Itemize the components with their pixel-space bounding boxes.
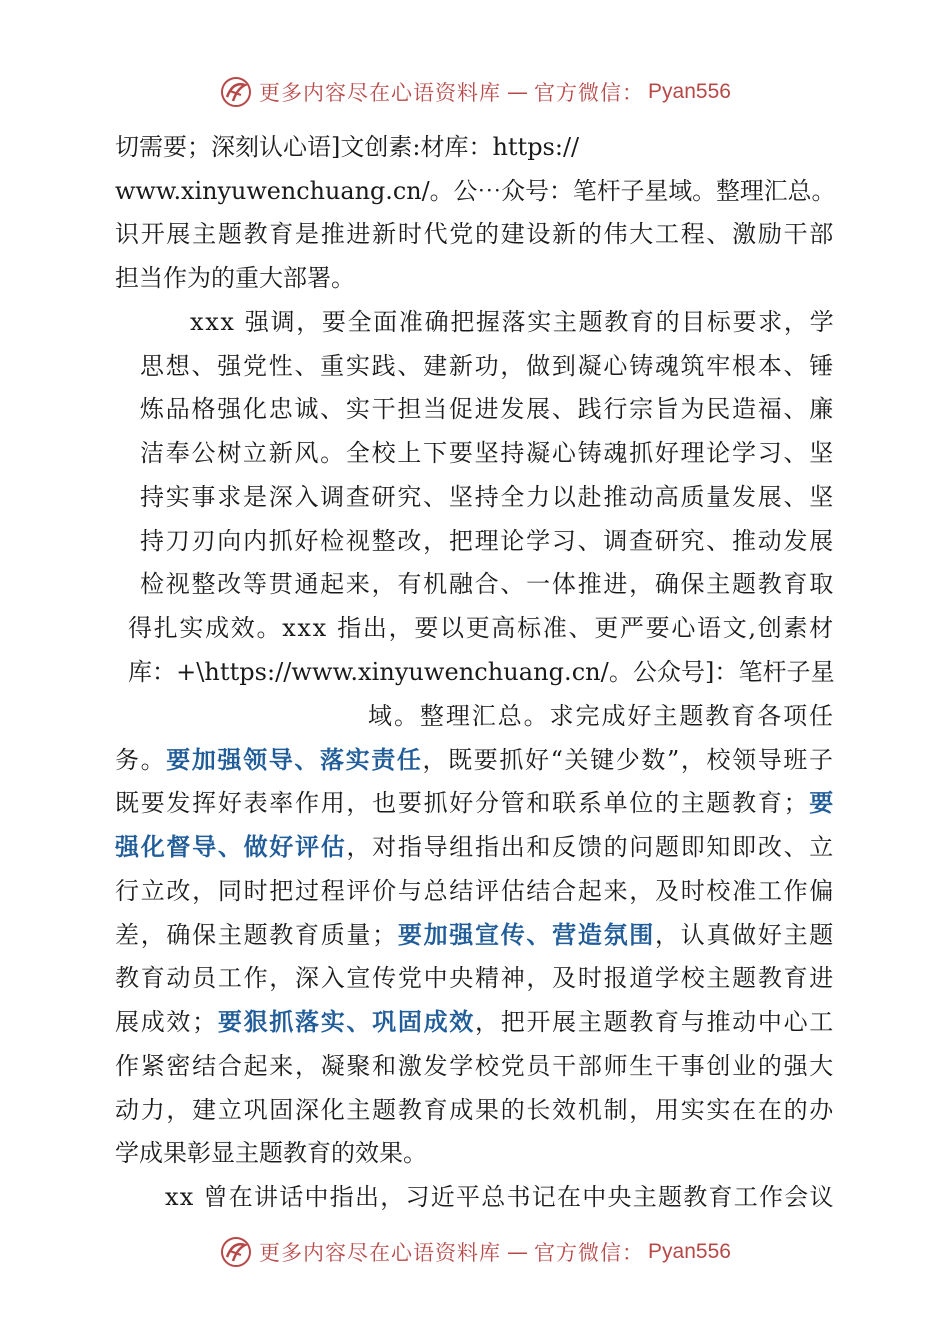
text-segment: 既要发挥好表率作用，也要抓好分管和联系单位的主题教育； [115,789,810,817]
text-segment: 切需要；深刻认心语]文创素:材库：https:// [115,133,580,161]
text-segment: 作紧密结合起来，凝聚和激发学校党员干部师生干事创业的强大 [115,1052,835,1080]
text-segment: 检视整改等贯通起来，有机融合、一体推进，确保主题教育取 [140,570,835,598]
text-segment: 动力，建立巩固深化主题教育成果的长效机制，用实实在在的办 [115,1096,835,1124]
highlighted-phrase: 要 [809,788,835,817]
text-segment: 务。 [115,746,167,774]
banner-wechat-label: 官方微信： [534,81,645,105]
text-line [115,1046,835,1086]
text-segment: 担当作为的重大部署。 [115,264,355,292]
text-segment: 教育动员工作，深入宣传党中央精神，及时报道学校主题教育进 [115,964,835,992]
text-line [115,127,835,167]
logo-icon [219,75,253,109]
text-segment: 差，确保主题教育质量； [115,921,398,949]
highlighted-phrase: 强化督导、做好评估 [115,832,347,861]
banner-main-text: 更多内容尽在心语资料库 [259,81,502,105]
text-line [140,564,835,604]
text-line [115,1002,835,1042]
text-segment: ，对指导组指出和反馈的问题即知即改、立 [346,833,835,861]
text-line [115,958,835,998]
text-line [115,171,835,211]
text-segment: ，把开展主题教育与推动中心工 [475,1008,835,1036]
banner-main-text: 更多内容尽在心语资料库 [259,1241,502,1265]
text-segment: www.xinyuwenchuang.cn/。公⋯众号：笔杆子星域。整理汇总。 [115,177,835,205]
text-line [140,477,835,517]
highlighted-phrase: 要狠抓落实、巩固成效 [217,1007,476,1036]
text-line [115,258,835,298]
text-segment: 洁奉公树立新风。全校上下要坚持凝心铸魂抓好理论学习、坚 [140,439,835,467]
text-segment: ，既要抓好“关键少数”，校领导班子 [422,746,835,774]
text-line [115,214,835,254]
text-segment: 持实事求是深入调查研究、坚持全力以赴推动高质量发展、坚 [140,483,835,511]
text-segment: 得扎实成效。xxx 指出，要以更高标准、更严要心语文,创素材 [128,614,835,642]
text-line [165,1177,835,1217]
text-segment: ，认真做好主题 [655,921,835,949]
highlighted-phrase: 要加强宣传、营造氛围 [397,920,656,949]
text-line [115,915,835,955]
banner-wechat-label: 官方微信： [534,1241,645,1265]
banner-separator: — [507,1240,529,1264]
text-line [140,521,835,561]
text-line [128,652,835,692]
text-segment: 炼品格强化忠诚、实干担当促进发展、践行宗旨为民造福、廉 [140,395,835,423]
banner-wechat-id: Pyan556 [648,1240,731,1263]
text-segment: 域。整理汇总。求完成好主题教育各项任 [368,702,835,730]
banner-separator: — [507,80,529,104]
text-line [190,302,835,342]
text-line [368,696,835,736]
text-line [115,827,835,867]
text-segment: 思想、强党性、重实践、建新功，做到凝心铸魂筑牢根本、锤 [140,352,835,380]
text-segment: 识开展主题教育是推进新时代党的建设新的伟大工程、激励干部 [115,220,835,248]
text-line [115,1090,835,1130]
text-segment: 行立改，同时把过程评价与总结评估结合起来，及时校准工作偏 [115,877,835,905]
text-segment: xx 曾在讲话中指出，习近平总书记在中央主题教育工作会议 [165,1183,835,1211]
text-line [115,740,835,780]
text-line [115,871,835,911]
text-line [140,346,835,386]
text-line [140,433,835,473]
header-banner [0,72,950,112]
highlighted-phrase: 要加强领导、落实责任 [166,745,423,774]
logo-icon [219,1235,253,1269]
text-segment: xxx 强调，要全面准确把握落实主题教育的目标要求，学 [190,308,835,336]
footer-banner [0,1232,950,1272]
text-segment: 持刀刃向内抓好检视整改，把理论学习、调查研究、推动发展 [140,527,835,555]
text-segment: 库：+\https://www.xinyuwenchuang.cn/。公众号]：笔杆子星 [128,658,835,686]
banner-wechat-id: Pyan556 [648,80,731,103]
text-segment: 学成果彰显主题教育的效果。 [115,1139,427,1167]
text-line [140,389,835,429]
text-line [115,1133,835,1173]
text-segment: 展成效； [115,1008,218,1036]
text-line [128,608,835,648]
text-line [115,783,835,823]
